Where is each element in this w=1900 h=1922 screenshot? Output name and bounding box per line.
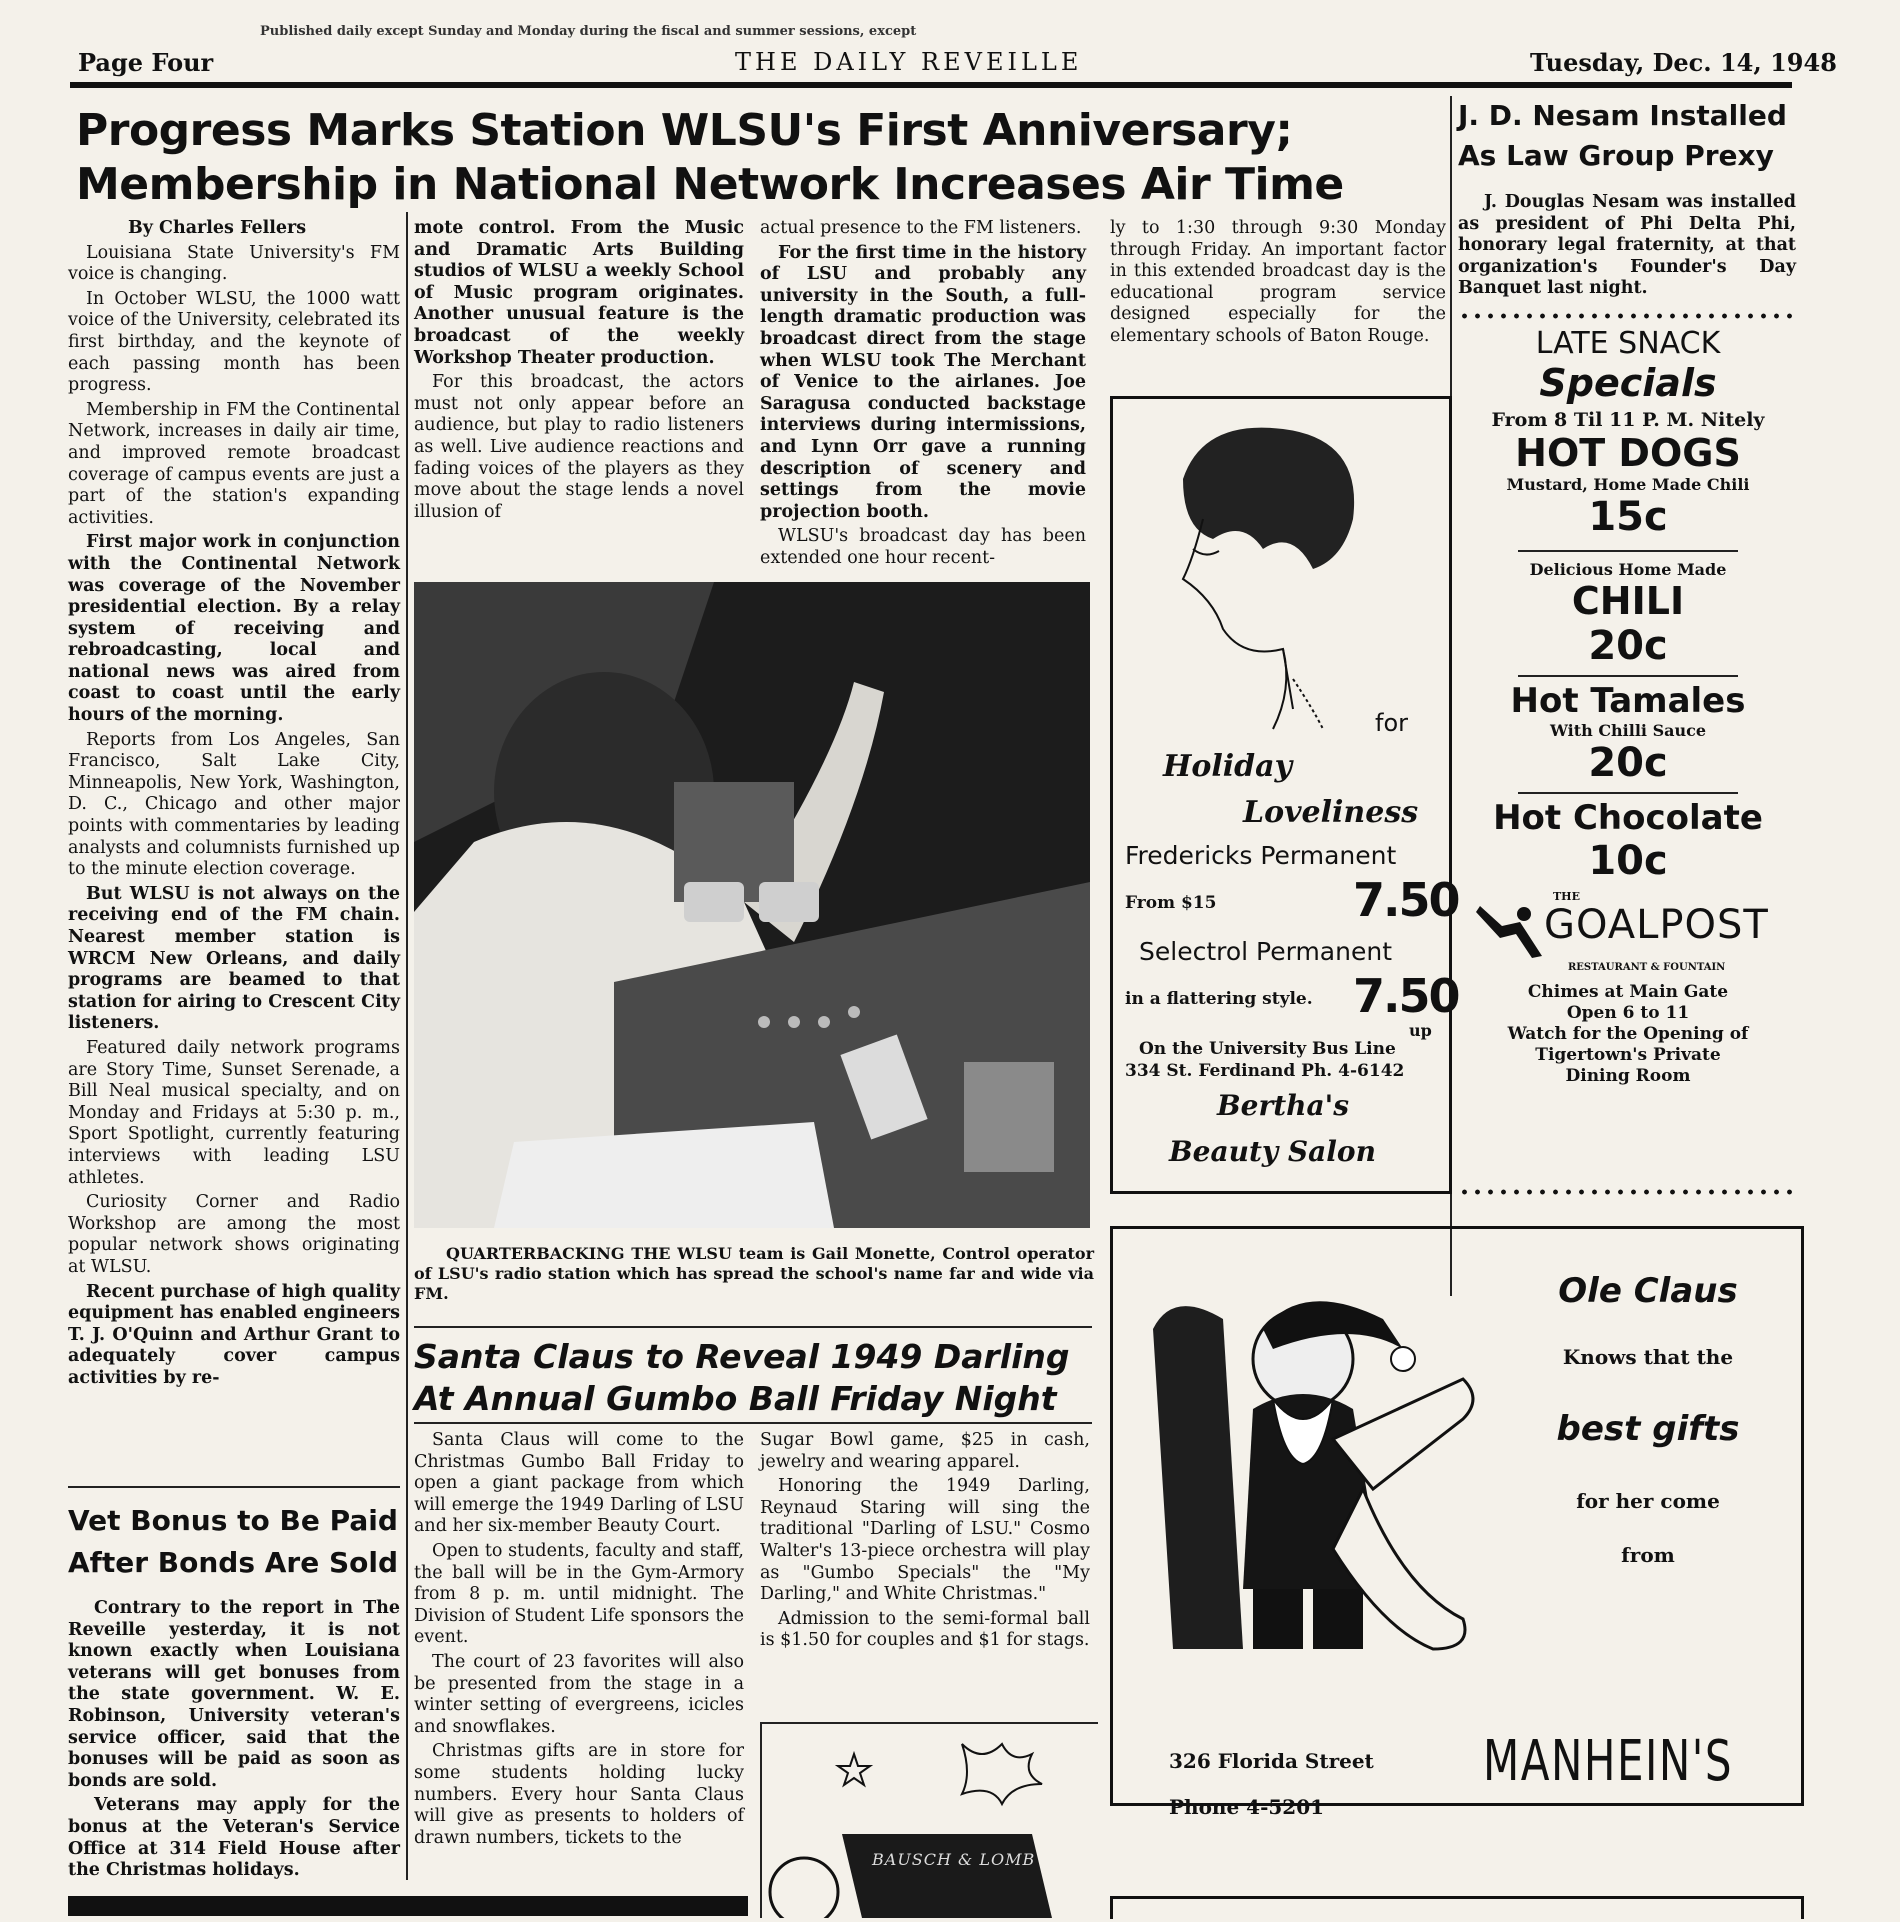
main-story-column-4 (1110, 218, 1446, 351)
manhein-line-4: for her come (1576, 1489, 1720, 1513)
vet-headline-line-2: After Bonds Are Sold (68, 1546, 399, 1579)
manhein-line-1: Ole Claus (1558, 1271, 1738, 1311)
bertha-perm-2-up: up (1409, 1021, 1432, 1040)
bertha-name-2: Beauty Salon (1169, 1135, 1376, 1168)
photo-caption: QUARTERBACKING THE WLSU team is Gail Monette, Control operator of LSU's radio station which has spread the school's name far and wide via FM. (414, 1244, 1094, 1303)
manhein-line-5: from (1621, 1543, 1675, 1567)
snack-item-note: Delicious Home Made (1529, 560, 1727, 579)
nesam-story-body (1458, 192, 1796, 303)
snack-price: 20c (1588, 740, 1668, 786)
football-player-icon (1472, 896, 1552, 966)
masthead-rule (70, 82, 1792, 88)
nesam-headline-line-1: J. D. Nesam Installed (1458, 99, 1787, 132)
goalpost-the: THE (1553, 890, 1580, 903)
bausch-lomb-ad (760, 1722, 1098, 1918)
paragraph: mote control. From the Music and Dramatic Arts Building studios of WLSU a weekly School of Music program originates. Another unusual feature is the broadcast of the weekly Workshop Theater production. (414, 218, 744, 368)
bausch-lomb-brand: BAUSCH & LOMB (872, 1850, 1036, 1869)
manheins-ad (1110, 1226, 1804, 1819)
paragraph: In October WLSU, the 1000 watt voice of the University, celebrated its first birthday, and the keynote of each passing month has been progress. (68, 288, 400, 396)
vet-story-headline (68, 1500, 400, 1584)
goalpost-name: GOALPOST (1544, 902, 1769, 948)
main-story-column-3 (760, 218, 1086, 573)
paragraph: J. Douglas Nesam was installed as president of Phi Delta Phi, honorary legal fraternity, at that organization's Founder's Day Banquet last night. (1458, 192, 1796, 299)
paragraph: First major work in conjunction with the Continental Network was coverage of the November presidential election. By a relay system of receiving and rebroadcasting, local and national news was aired from coast to coast until the early hours of the morning. (68, 532, 400, 726)
snack-item-note: Mustard, Home Made Chili (1506, 475, 1750, 494)
woman-portrait-illustration (1123, 409, 1383, 739)
bertha-perm-1: Fredericks Permanent (1125, 841, 1397, 870)
santa-headline-line-1: Santa Claus to Reveal 1949 Darling (414, 1337, 1070, 1376)
manhein-line-3: best gifts (1556, 1409, 1740, 1449)
bertha-for: for (1375, 709, 1408, 737)
paragraph: But WLSU is not always on the receiving end of the FM chain. Nearest member station is WRCM New Orleans, and daily programs are beamed to that station for airing to Crescent City listeners. (68, 883, 400, 1034)
bertha-loveliness: Loveliness (1243, 795, 1419, 830)
paragraph: Sugar Bowl game, $25 in cash, jewelry and wearing apparel. (760, 1430, 1090, 1472)
manhein-phone: Phone 4-5201 (1169, 1795, 1325, 1819)
santa-headline-rule (414, 1422, 1092, 1424)
snack-info-line: Dining Room (1565, 1066, 1691, 1086)
main-story-column-2 (414, 218, 744, 526)
bottom-left-banner (68, 1896, 748, 1916)
wlsu-control-room-photo (414, 582, 1090, 1228)
snack-info-line: Chimes at Main Gate (1527, 982, 1729, 1002)
snack-price: 15c (1588, 494, 1668, 540)
column-rule (406, 212, 408, 1880)
bertha-name-1: Bertha's (1217, 1089, 1350, 1122)
snack-ad-dotted-border-top (1458, 312, 1798, 320)
caption-rule (414, 1326, 1092, 1328)
snack-hours: From 8 Til 11 P. M. Nitely (1491, 409, 1765, 431)
snack-item-hot-dogs: HOT DOGS (1515, 431, 1741, 475)
vet-story-rule (68, 1486, 400, 1488)
paper-name: THE DAILY REVEILLE (735, 48, 1083, 76)
santa-story-headline (414, 1336, 1104, 1420)
paragraph: Reports from Los Angeles, San Francisco, Salt Lake City, Minneapolis, New York, Washington, D. C., Chicago and other major points with commentaries by leading analysts and columnists furnished up to the minute election coverage. (68, 729, 400, 880)
bausch-lomb-ad-art (762, 1724, 1098, 1918)
late-snack-ad (1458, 326, 1798, 1087)
paragraph: Open to students, faculty and staff, the ball will be in the Gym-Armory from 8 p. m. until midnight. The Division of Student Life sponsors the event. (414, 1540, 744, 1648)
paragraph: Featured daily network programs are Story Time, Sunset Serenade, a Bill Neal musical specialty, and on Monday and Fridays at 5:30 p. m., Sport Spotlight, currently featuring interviews with leading LSU athletes. (68, 1037, 400, 1188)
bertha-perm-1-from: From $15 (1125, 893, 1217, 913)
paragraph: Honoring the 1949 Darling, Reynaud Staring will sing the traditional "Darling of LSU." Cosmo Walter's 13-piece orchestra will play as "Gumbo Specials" the "My Darling," and White Christmas." (760, 1476, 1090, 1605)
snack-subtitle: Specials (1539, 361, 1717, 405)
nesam-headline-line-2: As Law Group Prexy (1458, 139, 1774, 172)
snack-item-tamales: Hot Tamales (1510, 681, 1746, 721)
bertha-address-line-1: On the University Bus Line (1139, 1039, 1396, 1059)
paragraph: ly to 1:30 through 9:30 Monday through Friday. An important factor in this extended broadcast day is the educational program service designed especially for the elementary schools of Baton Rouge. (1110, 218, 1446, 346)
paragraph: Louisiana State University's FM voice is changing. (68, 242, 400, 285)
goalpost-subtitle: RESTAURANT & FOUNTAIN (1568, 962, 1726, 973)
snack-price: 10c (1588, 838, 1668, 884)
manhein-address: 326 Florida Street (1169, 1749, 1374, 1773)
snack-title: LATE SNACK (1535, 326, 1721, 361)
publication-note: Published daily except Sunday and Monday during the fiscal and summer sessions, except (260, 24, 917, 39)
paragraph: Membership in FM the Continental Network, increases in daily air time, and improved remote broadcast coverage of campus events are just a part of the station's expanding activities. (68, 399, 400, 528)
snack-info-line: Tigertown's Private (1535, 1045, 1721, 1065)
paragraph: Veterans may apply for the bonus at the Veteran's Service Office at 314 Field House after the Christmas holidays. (68, 1795, 400, 1881)
manhein-name: MANHEIN'S (1483, 1729, 1734, 1794)
vet-story-body (68, 1598, 400, 1885)
paragraph: Contrary to the report in The Reveille yesterday, it is not known exactly when Louisiana veterans will get bonuses from the state government. W. E. Robinson, University veteran's service officer, said that the bonuses will be paid as soon as bonds are sold. (68, 1598, 400, 1791)
paragraph: actual presence to the FM listeners. (760, 218, 1082, 238)
snack-item-note: With Chilli Sauce (1549, 721, 1707, 740)
bertha-perm-1-price: 7.50 (1353, 873, 1459, 927)
bertha-beauty-salon-ad (1110, 396, 1459, 1194)
santa-claus-illustration (1133, 1289, 1493, 1669)
bertha-address-line-2: 334 St. Ferdinand Ph. 4-6142 (1125, 1061, 1405, 1081)
snack-ad-dotted-border-bottom (1458, 1188, 1798, 1196)
snack-price: 20c (1588, 623, 1668, 669)
bertha-perm-2: Selectrol Permanent (1139, 937, 1392, 966)
goalpost-logo (1458, 890, 1798, 982)
bertha-perm-2-note: in a flattering style. (1125, 989, 1313, 1009)
snack-info-line: Watch for the Opening of (1507, 1024, 1749, 1044)
santa-story-column-2 (760, 1430, 1090, 1655)
paragraph: WLSU's broadcast day has been extended one hour recent- (760, 526, 1086, 568)
page-number: Page Four (78, 48, 214, 77)
paragraph: For the first time in the history of LSU and probably any university in the South, a full-length dramatic production was broadcast direct from the stage when WLSU took The Merchant of Venice to the airlanes. Joe Saragusa conducted backstage interviews during intermissions, and Lynn Orr gave a running description of scenery and settings from the movie projection booth. (760, 242, 1086, 522)
main-headline-line-1: Progress Marks Station WLSU's First Anniversary; (76, 105, 1293, 156)
paragraph: Recent purchase of high quality equipment has enabled engineers T. J. O'Quinn and Arthur Grant to adequately cover campus activities by re- (68, 1281, 400, 1388)
photo-illustration (414, 582, 1090, 1228)
santa-headline-line-2: At Annual Gumbo Ball Friday Night (414, 1379, 1057, 1418)
paragraph: Santa Claus will come to the Christmas Gumbo Ball Friday to open a giant package from which will emerge the 1949 Darling of LSU and her six-member Beauty Court. (414, 1430, 744, 1537)
main-headline-line-2: Membership in National Network Increases Air Time (76, 159, 1344, 210)
bertha-holiday: Holiday (1163, 749, 1292, 784)
santa-story-column-1 (414, 1430, 744, 1852)
paragraph: Admission to the semi-formal ball is $1.50 for couples and $1 for stags. (760, 1608, 1090, 1651)
bertha-perm-2-price: 7.50 (1353, 969, 1459, 1023)
paragraph: The court of 23 favorites will also be presented from the stage in a winter setting of evergreens, icicles and snowflakes. (414, 1651, 744, 1737)
main-headline (76, 104, 1376, 212)
main-story-column-1 (68, 218, 400, 1392)
paragraph: Christmas gifts are in store for some students holding lucky numbers. Every hour Santa Claus will give as presents to holders of drawn numbers, tickets to the (414, 1741, 744, 1848)
vet-headline-line-1: Vet Bonus to Be Paid (68, 1504, 398, 1537)
nesam-headline (1458, 96, 1788, 176)
manhein-line-2: Knows that the (1562, 1345, 1734, 1369)
paragraph: For this broadcast, the actors must not only appear before an audience, but play to radio listeners as well. Live audience reactions and fading voices of the players as they move about the stage lends a novel illusion of (414, 372, 744, 522)
paragraph: Curiosity Corner and Radio Workshop are among the most popular network shows originating at WLSU. (68, 1192, 400, 1277)
snack-info-line: Open 6 to 11 (1566, 1003, 1690, 1023)
snack-item-hot-chocolate: Hot Chocolate (1493, 798, 1763, 838)
byline: By Charles Fellers (128, 218, 307, 238)
snack-item-chili: CHILI (1571, 579, 1685, 623)
issue-date: Tuesday, Dec. 14, 1948 (1530, 48, 1837, 77)
